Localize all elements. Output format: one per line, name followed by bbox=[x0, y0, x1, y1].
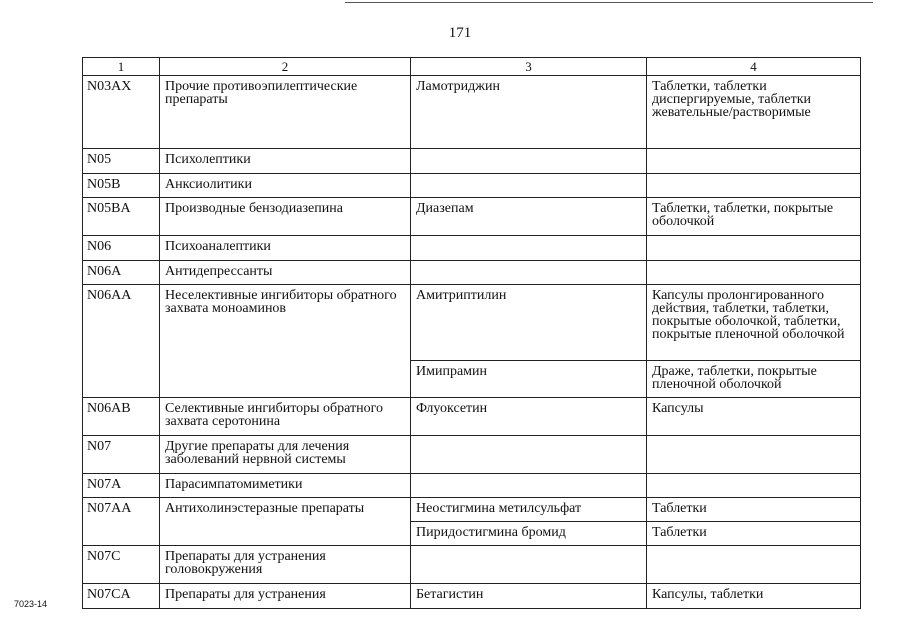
pharmacological-group: Антидепрессанты bbox=[160, 261, 411, 285]
column-header-1: 1 bbox=[83, 58, 160, 76]
top-rule bbox=[345, 2, 873, 3]
pharmacological-group: Антихолинэстеразные препараты bbox=[160, 498, 411, 546]
drug-name bbox=[411, 436, 647, 474]
dosage-form bbox=[647, 236, 861, 261]
drug-name bbox=[411, 149, 647, 174]
pharmacological-group: Психолептики bbox=[160, 149, 411, 174]
column-header-4: 4 bbox=[647, 58, 861, 76]
dosage-form: Таблетки bbox=[647, 498, 861, 522]
atc-code: N07CA bbox=[83, 584, 160, 609]
pharmacological-group: Препараты для устранения головокружения bbox=[160, 546, 411, 584]
page-number: 171 bbox=[448, 25, 472, 41]
drug-name: Пиридостигмина бромид bbox=[411, 522, 647, 546]
pharmacological-group: Психоаналептики bbox=[160, 236, 411, 261]
atc-code: N06 bbox=[83, 236, 160, 261]
atc-code: N03AX bbox=[83, 76, 160, 149]
dosage-form: Таблетки, таблетки диспергируемые, таблетки жевательные/растворимые bbox=[647, 76, 861, 149]
pharmacological-group: Неселективные ингибиторы обратного захвата моноаминов bbox=[160, 285, 411, 398]
dosage-form bbox=[647, 174, 861, 198]
dosage-form bbox=[647, 474, 861, 498]
atc-code: N05B bbox=[83, 174, 160, 198]
pharmacological-group: Другие препараты для лечения заболеваний нервной системы bbox=[160, 436, 411, 474]
atc-code: N07C bbox=[83, 546, 160, 584]
dosage-form bbox=[647, 546, 861, 584]
dosage-form: Таблетки, таблетки, покрытые оболочкой bbox=[647, 198, 861, 236]
drug-name: Неостигмина метилсульфат bbox=[411, 498, 647, 522]
atc-code: N06AA bbox=[83, 285, 160, 398]
table-row bbox=[83, 436, 861, 474]
table-row bbox=[83, 198, 861, 236]
column-header-2: 2 bbox=[160, 58, 411, 76]
dosage-form bbox=[647, 436, 861, 474]
column-header-3: 3 bbox=[411, 58, 647, 76]
drug-name: Флуоксетин bbox=[411, 398, 647, 436]
table-row bbox=[83, 474, 861, 498]
table-header-row bbox=[83, 58, 861, 76]
pharmacological-group: Анксиолитики bbox=[160, 174, 411, 198]
table-row bbox=[83, 261, 861, 285]
atc-code: N06A bbox=[83, 261, 160, 285]
dosage-form: Капсулы, таблетки bbox=[647, 584, 861, 609]
table-row bbox=[83, 546, 861, 584]
atc-code: N06AB bbox=[83, 398, 160, 436]
table-row bbox=[83, 236, 861, 261]
dosage-form: Таблетки bbox=[647, 522, 861, 546]
drug-name bbox=[411, 261, 647, 285]
pharmacological-group: Производные бензодиазепина bbox=[160, 198, 411, 236]
dosage-form: Капсулы bbox=[647, 398, 861, 436]
dosage-form: Капсулы пролонгированного действия, таблетки, таблетки, покрытые оболочкой, таблетки, покрытые пленочной оболочкой bbox=[647, 285, 861, 361]
drug-name: Амитриптилин bbox=[411, 285, 647, 361]
table-row bbox=[83, 174, 861, 198]
table-row bbox=[83, 285, 861, 361]
pharmacological-group: Парасимпатомиметики bbox=[160, 474, 411, 498]
pharmacological-group: Селективные ингибиторы обратного захвата серотонина bbox=[160, 398, 411, 436]
drug-name: Бетагистин bbox=[411, 584, 647, 609]
table-row bbox=[83, 584, 861, 609]
atc-code: N07AA bbox=[83, 498, 160, 546]
drug-name bbox=[411, 236, 647, 261]
document-code: 7023-14 bbox=[14, 599, 48, 609]
drug-name bbox=[411, 474, 647, 498]
table-row bbox=[83, 398, 861, 436]
drug-name bbox=[411, 174, 647, 198]
table-row bbox=[83, 76, 861, 149]
drug-table bbox=[82, 57, 861, 609]
dosage-form bbox=[647, 261, 861, 285]
dosage-form: Драже, таблетки, покрытые пленочной оболочкой bbox=[647, 361, 861, 398]
atc-code: N07A bbox=[83, 474, 160, 498]
table-row bbox=[83, 149, 861, 174]
atc-code: N05BA bbox=[83, 198, 160, 236]
pharmacological-group: Прочие противоэпилептические препараты bbox=[160, 76, 411, 149]
atc-code: N07 bbox=[83, 436, 160, 474]
dosage-form bbox=[647, 149, 861, 174]
drug-name: Ламотриджин bbox=[411, 76, 647, 149]
drug-name: Диазепам bbox=[411, 198, 647, 236]
drug-name: Имипрамин bbox=[411, 361, 647, 398]
pharmacological-group: Препараты для устранения bbox=[160, 584, 411, 609]
table-row bbox=[83, 498, 861, 522]
drug-name bbox=[411, 546, 647, 584]
atc-code: N05 bbox=[83, 149, 160, 174]
